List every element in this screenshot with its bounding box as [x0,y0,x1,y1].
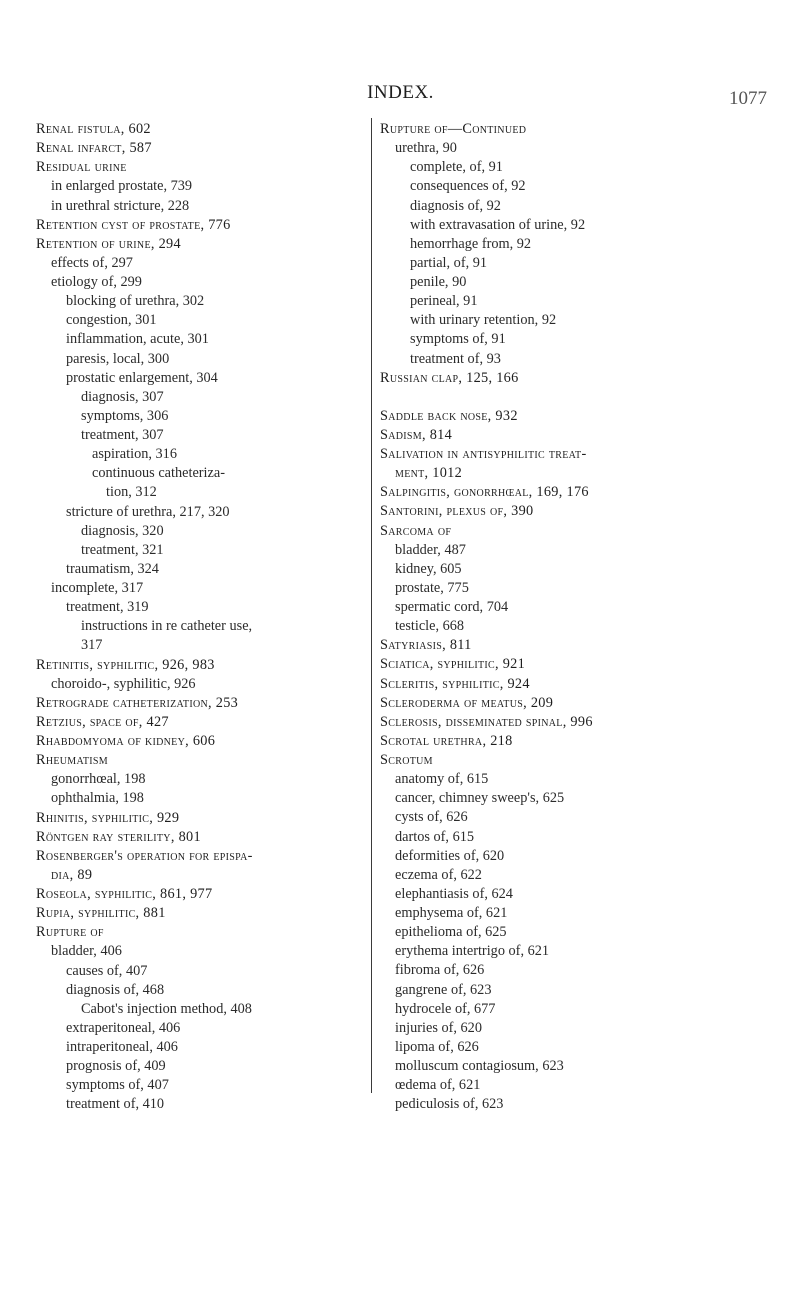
index-main-entry: Retzius, space of, 427 [36,713,169,730]
index-sub-entry: effects of, 297 [51,254,133,271]
index-sub-entry: causes of, 407 [66,962,148,979]
index-sub-entry: anatomy of, 615 [395,771,489,788]
index-sub-entry: prognosis of, 409 [66,1058,166,1075]
index-sub-entry: gangrene of, 623 [395,981,492,998]
index-main-entry: Satyriasis, 811 [380,637,472,654]
index-sub-entry: bladder, 406 [51,943,122,960]
page-number: 1077 [729,88,767,109]
index-sub-entry: deformities of, 620 [395,847,505,864]
index-sub-entry: diagnosis of, 468 [66,981,165,998]
index-sub-entry: ophthalmia, 198 [51,790,144,807]
index-sub-entry: treatment of, 410 [66,1096,165,1113]
index-sub-entry: penile, 90 [410,274,467,290]
index-sub-entry: treatment, 321 [81,541,164,558]
page-title: INDEX. [367,82,434,103]
index-main-entry: Salivation in antisyphilitic treat- [380,446,587,462]
index-sub-entry: injuries of, 620 [395,1019,482,1036]
index-main-entry: Sarcoma of [380,522,452,539]
index-sub-entry: treatment of, 93 [410,350,501,367]
index-sub-entry: diagnosis of, 92 [410,197,501,214]
index-sub-entry: erythema intertrigo of, 621 [395,943,550,960]
index-sub-entry: choroido-, syphilitic, 926 [51,675,196,692]
index-sub-entry: tion, 312 [106,484,157,501]
index-sub-entry: diagnosis, 307 [81,388,164,405]
index-main-entry: Rhabdomyoma of kidney, 606 [36,733,216,749]
index-sub-entry: elephantiasis of, 624 [395,885,513,902]
index-main-entry: Röntgen ray sterility, 801 [36,828,201,845]
index-main-entry: Rosenberger's operation for epispa- [36,847,253,864]
index-main-entry: Sadism, 814 [380,426,453,443]
index-sub-entry: epithelioma of, 625 [395,924,507,941]
index-sub-entry: with urinary retention, 92 [410,312,557,329]
index-sub-entry: œdema of, 621 [395,1077,481,1094]
index-main-entry: Rheumatism [36,752,108,769]
index-main-entry: Scrotal urethra, 218 [380,732,513,749]
index-main-entry: Rupture of [36,924,104,941]
index-sub-entry: dartos of, 615 [395,828,475,845]
page-header [0,82,801,109]
index-gap [380,388,785,407]
index-sub-entry: extraperitoneal, 406 [66,1019,181,1036]
index-sub-entry: treatment, 319 [66,599,149,616]
index-main-entry: Saddle back nose, 932 [380,407,518,424]
index-sub-entry: testicle, 668 [395,618,465,635]
index-sub-entry: etiology of, 299 [51,274,142,290]
index-sub-entry: with extravasation of urine, 92 [410,216,586,233]
index-main-entry: Rupia, syphilitic, 881 [36,905,166,922]
index-sub-entry: congestion, 301 [66,312,157,329]
index-sub-entry: molluscum contagiosum, 623 [395,1058,564,1074]
index-sub-entry: partial, of, 91 [410,254,488,271]
index-sub-entry: perineal, 91 [410,293,478,310]
index-main-entry: Renal fistula, 602 [36,121,151,137]
index-sub-entry: hemorrhage from, 92 [410,235,532,252]
index-main-entry: Scleroderma of meatus, 209 [380,694,554,711]
index-main-entry: ment, 1012 [395,465,463,482]
index-sub-entry: prostatic enlargement, 304 [66,369,218,386]
index-sub-entry: symptoms of, 91 [410,331,506,348]
index-sub-entry: incomplete, 317 [51,580,144,596]
index-main-entry: Santorini, plexus of, 390 [380,503,534,520]
index-sub-entry: continuous catheteriza- [92,465,225,482]
index-sub-entry: lipoma of, 626 [395,1038,479,1055]
index-main-entry: Retention cyst of prostate, 776 [36,216,231,233]
index-column-right [380,120,785,1114]
index-main-entry: Retrograde catheterization, 253 [36,694,239,711]
index-sub-entry: cancer, chimney sweep's, 625 [395,790,565,807]
index-main-entry: Renal infarct, 587 [36,140,152,157]
index-main-entry: Salpingitis, gonorrhœal, 169, 176 [380,484,589,501]
index-sub-entry: emphysema of, 621 [395,905,508,921]
index-main-entry: Russian clap, 125, 166 [380,369,519,386]
index-main-entry: Retention of urine, 294 [36,235,181,252]
index-sub-entry: prostate, 775 [395,579,469,596]
index-main-entry: dia, 89 [51,866,93,883]
index-sub-entry: paresis, local, 300 [66,350,170,367]
index-sub-entry: blocking of urethra, 302 [66,293,205,310]
index-sub-entry: spermatic cord, 704 [395,599,509,615]
index-sub-entry: kidney, 605 [395,560,462,577]
index-sub-entry: in enlarged prostate, 739 [51,178,193,195]
index-sub-entry: fibroma of, 626 [395,962,485,979]
index-sub-entry: stricture of urethra, 217, 320 [66,503,230,520]
index-sub-entry: symptoms of, 407 [66,1077,169,1094]
index-main-entry: Residual urine [36,159,127,176]
index-main-entry: Rhinitis, syphilitic, 929 [36,809,180,826]
index-main-entry: Retinitis, syphilitic, 926, 983 [36,656,215,673]
index-sub-entry: in urethral stricture, 228 [51,197,190,214]
index-main-entry: Roseola, syphilitic, 861, 977 [36,886,213,902]
index-sub-entry: urethra, 90 [395,140,457,157]
index-sub-entry: cysts of, 626 [395,809,468,826]
index-sub-entry: treatment, 307 [81,427,164,443]
index-sub-entry: complete, of, 91 [410,159,503,176]
index-sub-entry: Cabot's injection method, 408 [81,1000,252,1017]
index-sub-entry: gonorrhœal, 198 [51,771,146,788]
index-sub-entry: eczema of, 622 [395,866,482,883]
index-sub-entry: aspiration, 316 [92,446,177,463]
index-sub-entry: intraperitoneal, 406 [66,1039,178,1055]
index-sub-entry: pediculosis of, 623 [395,1096,504,1113]
index-main-entry: Rupture of—Continued [380,121,527,137]
index-sub-entry: symptoms, 306 [81,407,169,424]
index-sub-entry: diagnosis, 320 [81,522,164,539]
index-column-left [36,120,366,1115]
index-sub-entry: 317 [81,637,103,654]
index-main-entry: Scleritis, syphilitic, 924 [380,675,530,692]
index-sub-entry: instructions in re catheter use, [81,618,253,635]
index-sub-entry: hydrocele of, 677 [395,1000,496,1017]
index-sub-entry: consequences of, 92 [410,178,526,195]
index-main-entry: Sciatica, syphilitic, 921 [380,656,526,673]
index-sub-entry: bladder, 487 [395,541,466,558]
index-sub-entry: traumatism, 324 [66,560,159,577]
index-main-entry: Scrotum [380,752,433,768]
index-main-entry: Sclerosis, disseminated spinal, 996 [380,713,593,730]
index-sub-entry: inflammation, acute, 301 [66,331,209,348]
column-divider [371,118,372,1093]
